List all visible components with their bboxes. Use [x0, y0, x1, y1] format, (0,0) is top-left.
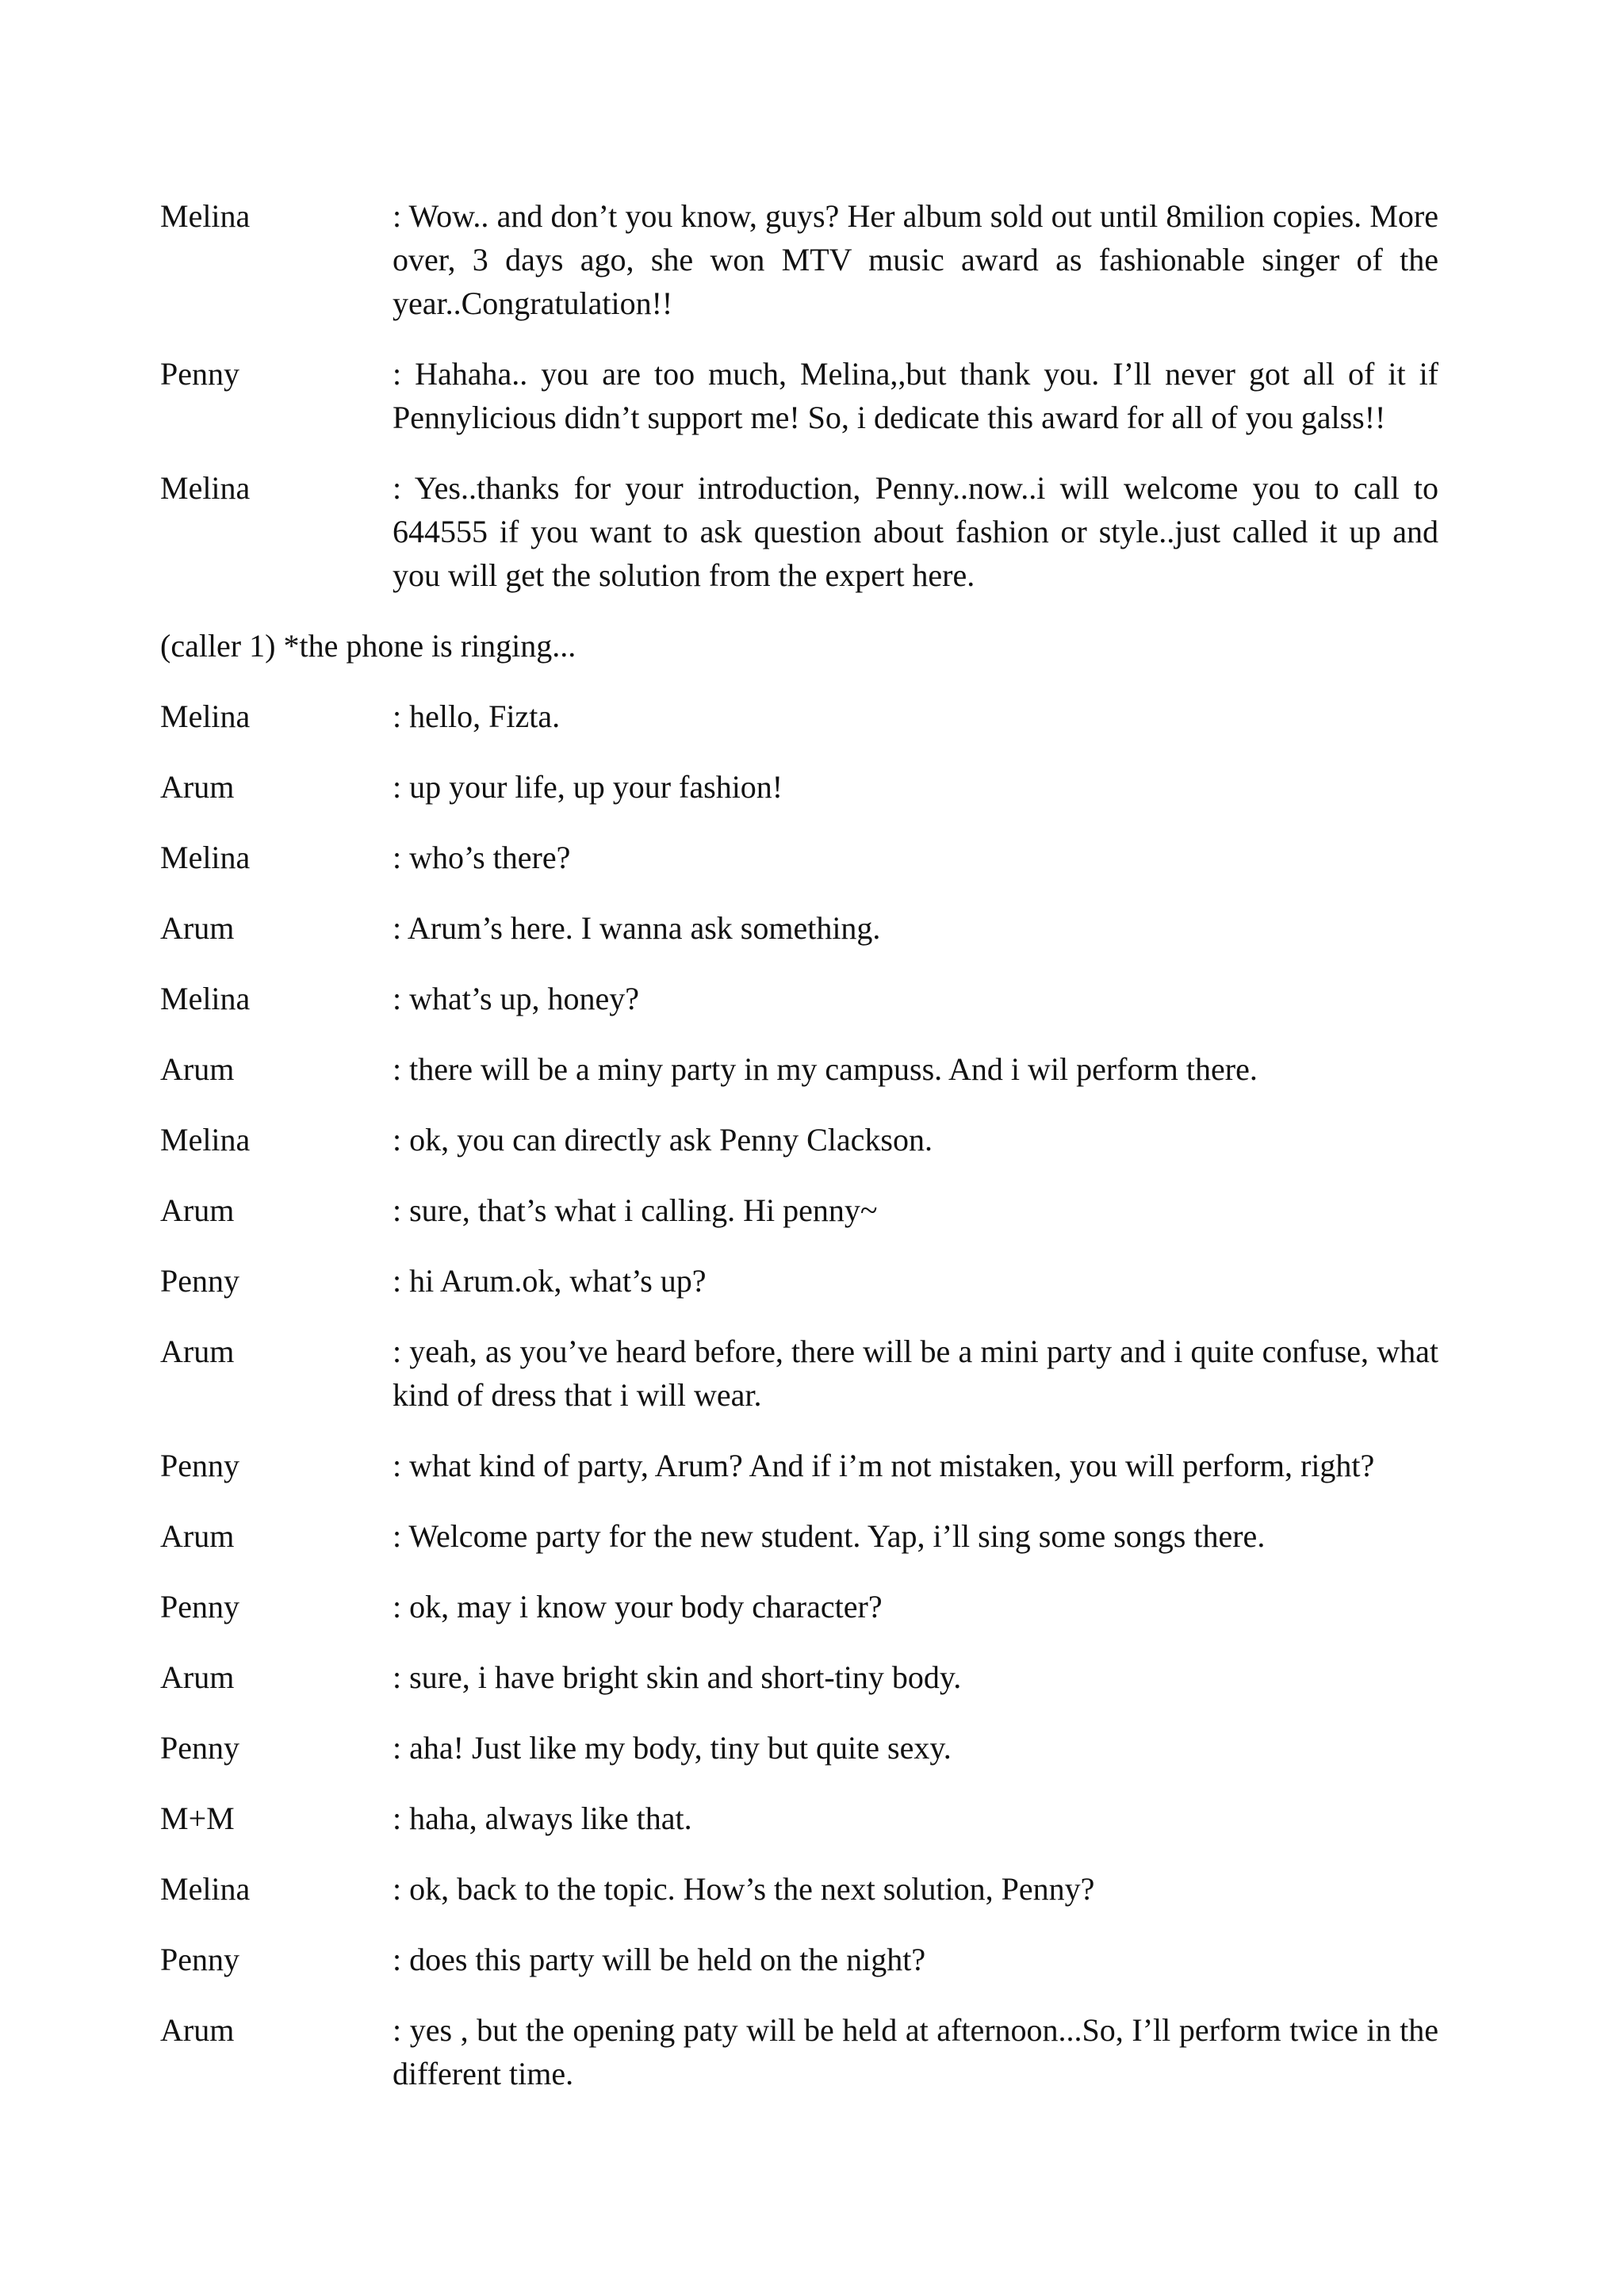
dialogue-entry	[160, 1655, 1438, 1699]
dialogue-line: : haha, always like that.	[393, 1800, 692, 1836]
speaker-name: Melina	[160, 840, 251, 875]
dialogue-line: : sure, that’s what i calling. Hi penny~	[393, 1192, 878, 1228]
speaker-name: M+M	[160, 1800, 235, 1836]
speaker-name: Penny	[160, 1263, 239, 1299]
dialogue-entry	[160, 1259, 1438, 1303]
dialogue-entry	[160, 977, 1438, 1020]
dialogue-entry	[160, 906, 1438, 950]
dialogue-line: : hello, Fizta.	[393, 698, 561, 734]
dialogue-entry	[160, 1585, 1438, 1628]
dialogue-entry	[160, 1188, 1438, 1232]
dialogue-entry	[160, 1330, 1438, 1417]
dialogue-entry	[160, 1514, 1438, 1558]
speaker-name: Penny	[160, 1448, 239, 1483]
dialogue-entry	[160, 695, 1438, 738]
dialogue-entry	[160, 1726, 1438, 1770]
dialogue-entry	[160, 765, 1438, 809]
dialogue-line: : ok, you can directly ask Penny Clackson.	[393, 1122, 933, 1158]
dialogue-entry	[160, 466, 1438, 597]
dialogue-line: : who’s there?	[393, 840, 571, 875]
speaker-name: Arum	[160, 1334, 235, 1369]
dialogue-entry	[160, 352, 1438, 439]
dialogue-line: : aha! Just like my body, tiny but quite sexy.	[393, 1730, 952, 1766]
speaker-name: Arum	[160, 910, 235, 946]
dialogue-entry	[160, 1444, 1438, 1487]
dialogue-line: : yes , but the opening paty will be held at afternoon...So, I’ll perform twice in the different time.	[393, 2012, 1438, 2091]
speaker-name: Arum	[160, 1518, 235, 1554]
speaker-name: Penny	[160, 1589, 239, 1624]
dialogue-entry	[160, 1797, 1438, 1840]
dialogue-line: : Wow.. and don’t you know, guys? Her album sold out until 8milion copies. More over, 3 days ago, she won MTV music award as fashionable singer of the year..Congratulation!!	[393, 198, 1438, 321]
speaker-name: Melina	[160, 470, 251, 506]
dialogue-line: : sure, i have bright skin and short-tiny body.	[393, 1659, 962, 1695]
speaker-name: Arum	[160, 2012, 235, 2048]
speaker-name: Penny	[160, 1730, 239, 1766]
dialogue-line: : Arum’s here. I wanna ask something.	[393, 910, 881, 946]
speaker-name: Arum	[160, 1051, 235, 1087]
speaker-name: Penny	[160, 1942, 239, 1977]
speaker-name: Arum	[160, 1192, 235, 1228]
dialogue-entry	[160, 836, 1438, 879]
speaker-name: Arum	[160, 1659, 235, 1695]
speaker-name: Penny	[160, 356, 239, 392]
dialogue-line: : ok, may i know your body character?	[393, 1589, 883, 1624]
dialogue-line: : does this party will be held on the night?	[393, 1942, 926, 1977]
dialogue-line: : up your life, up your fashion!	[393, 769, 783, 805]
dialogue-entry	[160, 2008, 1438, 2095]
dialogue-line: : what’s up, honey?	[393, 981, 640, 1016]
dialogue-line: : Yes..thanks for your introduction, Penny..now..i will welcome you to call to 644555 if you want to ask question about fashion or style..just called it up and you will get the solution from the expert here.	[393, 470, 1438, 593]
dialogue-entry	[160, 1047, 1438, 1091]
dialogue-entry	[160, 194, 1438, 325]
dialogue-entry	[160, 1118, 1438, 1161]
stage-direction: (caller 1) *the phone is ringing...	[160, 628, 576, 664]
dialogue-entry	[160, 1867, 1438, 1911]
speaker-name: Melina	[160, 981, 251, 1016]
dialogue-line: : Hahaha.. you are too much, Melina,,but thank you. I’ll never got all of it if Pennylicious didn’t support me! So, i dedicate this award for all of you galss!!	[393, 356, 1438, 435]
speaker-name: Melina	[160, 1122, 251, 1158]
dialogue-line: : what kind of party, Arum? And if i’m not mistaken, you will perform, right?	[393, 1448, 1375, 1483]
dialogue-script	[160, 194, 1438, 2122]
speaker-name: Arum	[160, 769, 235, 805]
dialogue-line: : ok, back to the topic. How’s the next solution, Penny?	[393, 1871, 1095, 1907]
dialogue-line: : hi Arum.ok, what’s up?	[393, 1263, 707, 1299]
speaker-name: Melina	[160, 698, 251, 734]
speaker-name: Melina	[160, 198, 251, 234]
dialogue-line: : there will be a miny party in my campuss. And i wil perform there.	[393, 1051, 1258, 1087]
dialogue-line: : yeah, as you’ve heard before, there will be a mini party and i quite confuse, what kind of dress that i will wear.	[393, 1334, 1438, 1413]
dialogue-entry	[160, 1938, 1438, 1981]
dialogue-line: : Welcome party for the new student. Yap, i’ll sing some songs there.	[393, 1518, 1266, 1554]
speaker-name: Melina	[160, 1871, 251, 1907]
